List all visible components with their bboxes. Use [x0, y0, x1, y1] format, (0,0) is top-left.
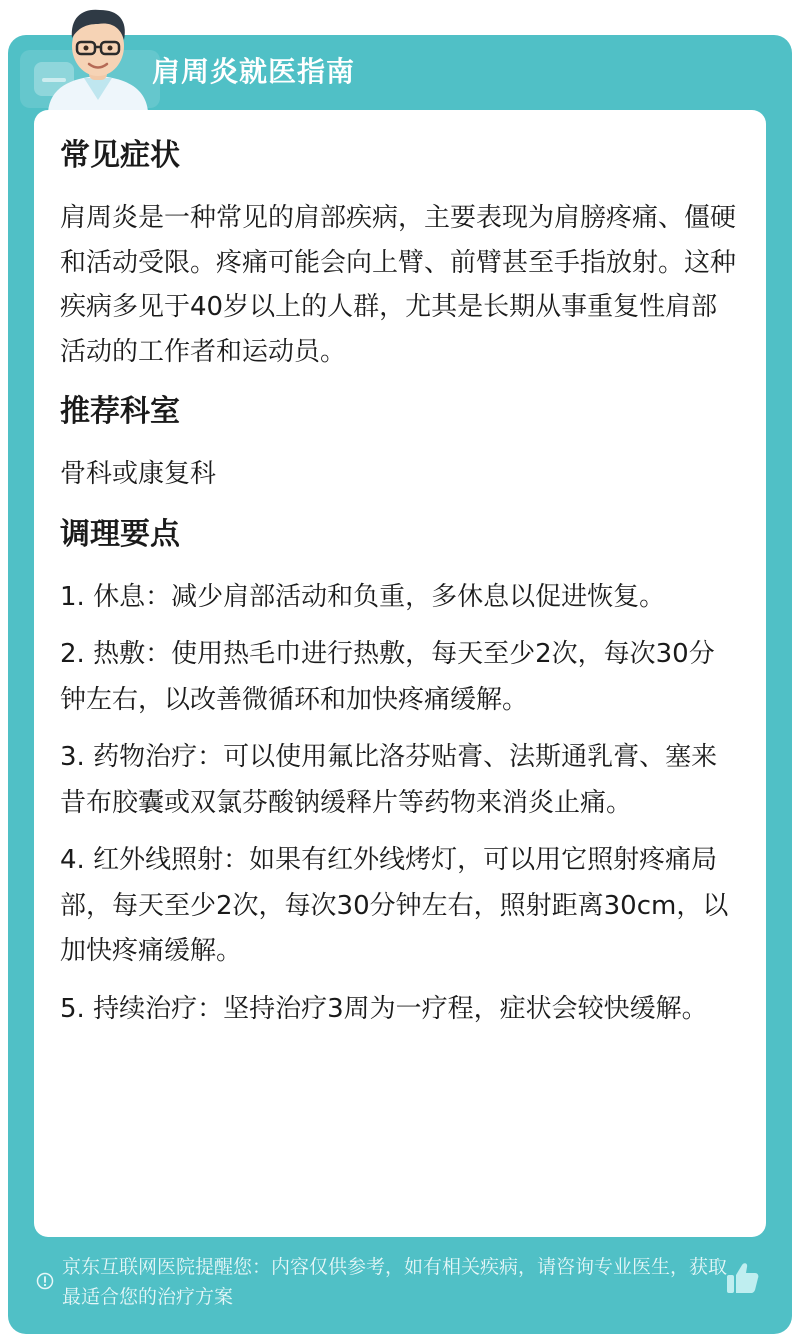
- care-list: [60, 575, 738, 1033]
- disclaimer-text: 京东互联网医院提醒您：内容仅供参考，如有相关疾病，请咨询专业医生，获取最适合您的治疗方案: [62, 1256, 728, 1308]
- care-item: 3. 药物治疗：可以使用氟比洛芬贴膏、法斯通乳膏、塞来昔布胶囊或双氯芬酸钠缓释片等药物来消炎止痛。: [60, 742, 718, 818]
- doctor-avatar: [40, 4, 156, 112]
- symptoms-text: 肩周炎是一种常见的肩部疾病，主要表现为肩膀疼痛、僵硬和活动受限。疼痛可能会向上臂、前臂甚至手指放射。这种疾病多见于40岁以上的人群，尤其是长期从事重复性肩部活动的工作者和运动员。: [60, 203, 737, 367]
- care-item: 1. 休息：减少肩部活动和负重，多休息以促进恢复。: [60, 581, 666, 612]
- care-item: 4. 红外线照射：如果有红外线烤灯，可以用它照射疼痛局部，每天至少2次，每次30分钟左右，照射距离30cm，以加快疼痛缓解。: [60, 845, 729, 967]
- thumbs-up-icon[interactable]: [722, 1258, 762, 1298]
- page-title: 肩周炎就医指南: [152, 55, 356, 88]
- disclaimer: [34, 1252, 734, 1312]
- department-text: 骨科或康复科: [60, 459, 217, 490]
- care-item: 2. 热敷：使用热毛巾进行热敷，每天至少2次，每次30分钟左右，以改善微循环和加快疼痛缓解。: [60, 639, 715, 715]
- content-card: [34, 110, 766, 1237]
- department-title: 推荐科室: [60, 394, 180, 430]
- care-title: 调理要点: [60, 516, 180, 552]
- care-item: 5. 持续治疗：坚持治疗3周为一疗程，症状会较快缓解。: [60, 993, 708, 1024]
- symptoms-title: 常见症状: [60, 138, 180, 173]
